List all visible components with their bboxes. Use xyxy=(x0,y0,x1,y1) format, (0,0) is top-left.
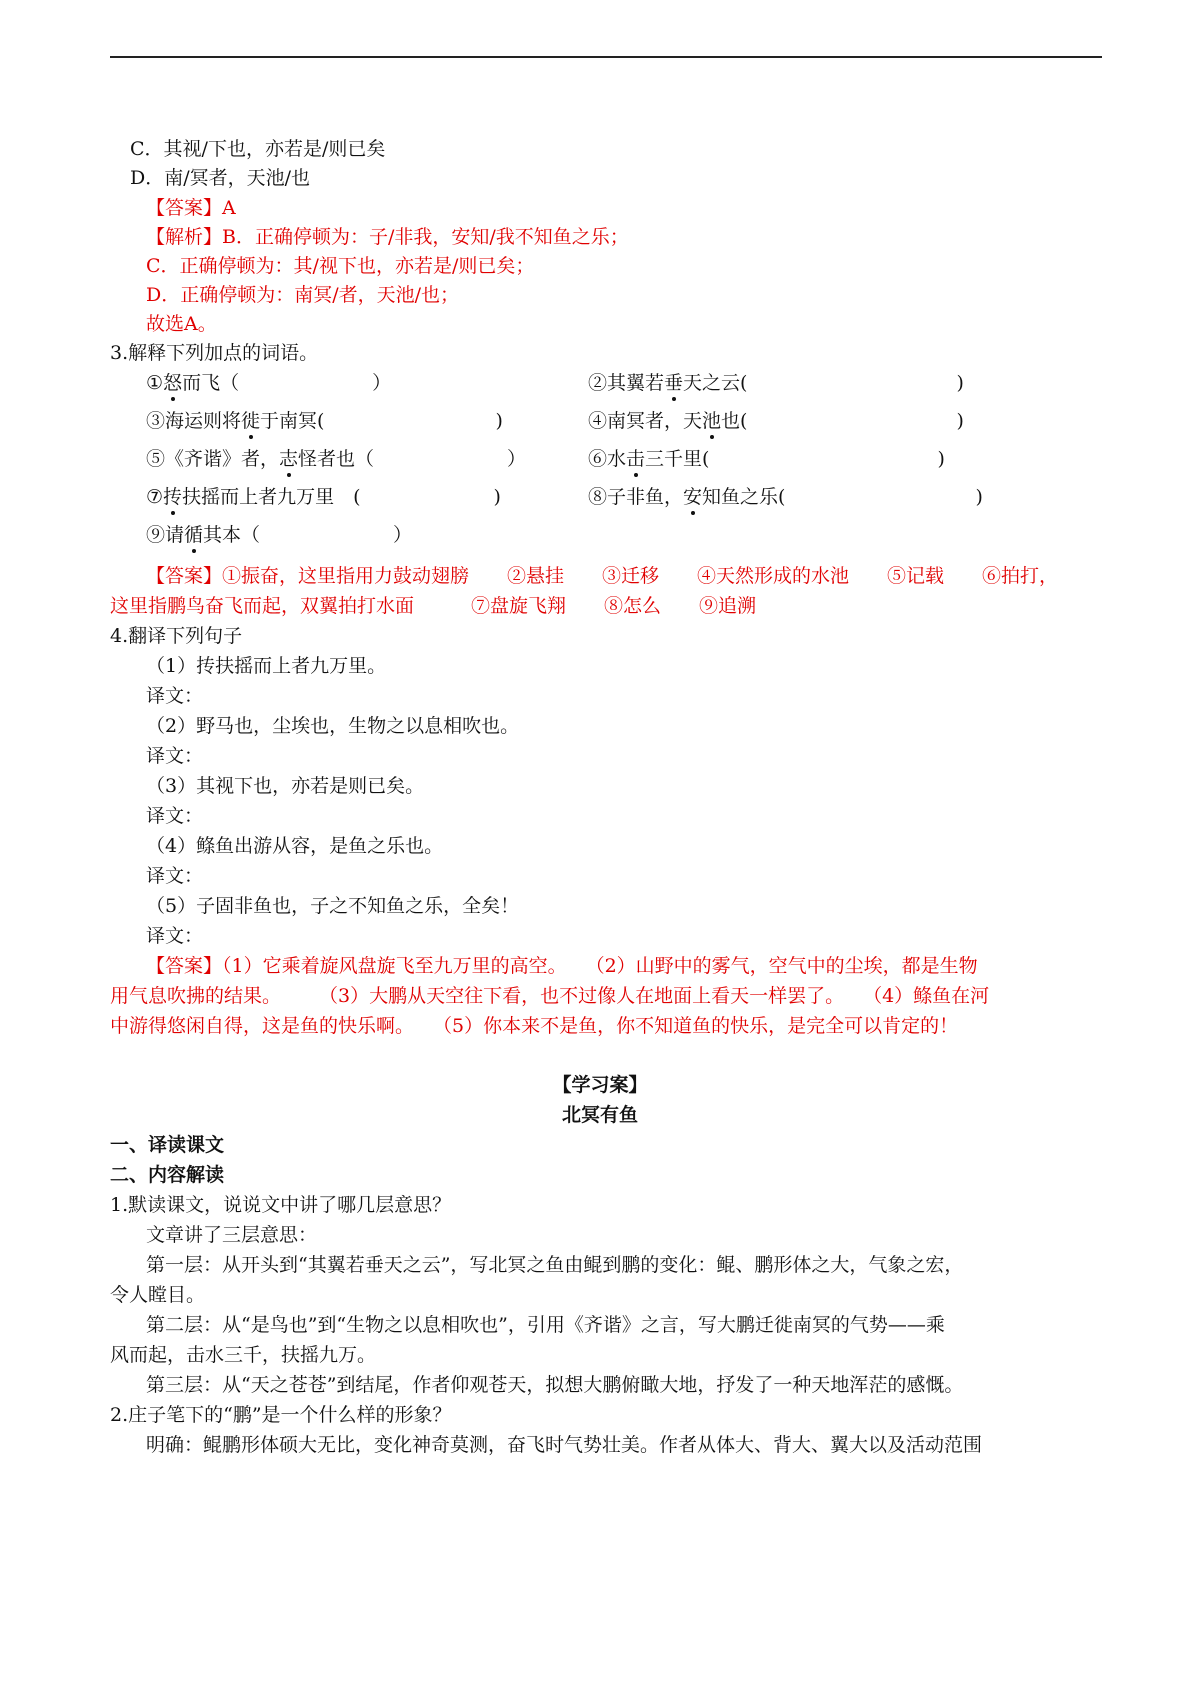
item-text: ④南冥者，天 xyxy=(588,410,703,432)
item-1 xyxy=(146,368,391,398)
item-text: ① xyxy=(146,372,164,394)
item-2 xyxy=(588,368,964,398)
question-1: 1.默读课文，说说文中讲了哪几层意思？ xyxy=(110,1194,452,1216)
item-3 xyxy=(146,406,503,436)
translation-label: 译文： xyxy=(146,865,204,887)
answer-3-line-1: 【答案】①振奋，这里指用力鼓动翅膀 ②悬挂 ③迁移 ④天然形成的水池 ⑤记载 ⑥拍打， xyxy=(146,565,1059,587)
sentence-2: （2）野马也，尘埃也，生物之以息相吹也。 xyxy=(146,715,520,737)
paragraph-2-line-2: 风而起，击水三千，扶摇九万。 xyxy=(110,1344,377,1366)
item-text: 也( xyxy=(721,410,748,432)
explanation-line-2: C．正确停顿为：其/视下也，亦若是/则已矣； xyxy=(146,255,535,277)
sentence-4: （4）鲦鱼出游从容，是鱼之乐也。 xyxy=(146,835,444,857)
item-4 xyxy=(588,406,964,436)
answer-blank: ) xyxy=(747,410,964,432)
answer-blank: ( ) xyxy=(334,486,501,508)
dotted-word: 池 xyxy=(702,406,721,436)
option-c: C．其视/下也，亦若是/则已矣 xyxy=(130,138,386,160)
paragraph-1-line-1: 第一层：从开头到“其翼若垂天之云”，写北冥之鱼由鲲到鹏的变化：鲲、鹏形体之大，气象之宏， xyxy=(146,1254,964,1276)
dotted-word: 垂 xyxy=(664,368,683,398)
item-text: 知鱼之乐( xyxy=(702,486,786,508)
answer-4-line-2: 用气息吹拂的结果。 （3）大鹏从天空往下看，也不过像人在地面上看天一样罢了。 （4）鲦鱼在河 xyxy=(110,985,990,1007)
answer-blank: ) xyxy=(747,372,964,394)
answer-4-line-3: 中游得悠闲自得，这是鱼的快乐啊。 （5）你本来不是鱼，你不知道鱼的快乐，是完全可以肯定的！ xyxy=(110,1015,959,1037)
item-6 xyxy=(588,444,945,474)
item-text: 怪者也（ xyxy=(298,448,375,470)
dotted-word: 怒 xyxy=(163,368,182,398)
option-d: D．南/冥者，天池/也 xyxy=(130,167,311,189)
paragraph-1-line-2: 令人瞠目。 xyxy=(110,1284,206,1306)
item-7 xyxy=(146,482,501,512)
question-3: 3.解释下列加点的词语。 xyxy=(110,342,319,364)
item-text: ⑧子非鱼， xyxy=(588,486,684,508)
dotted-word: 安 xyxy=(683,482,702,512)
translation-label: 译文： xyxy=(146,745,204,767)
item-text: 其本 xyxy=(203,524,242,546)
item-text: ②其翼若 xyxy=(588,372,665,394)
lesson-title: 北冥有鱼 xyxy=(561,1104,638,1126)
dotted-word: 徙 xyxy=(241,406,260,436)
paragraph-intro: 文章讲了三层意思： xyxy=(146,1224,318,1246)
header-rule xyxy=(110,56,1102,58)
answer-blank: （ ） xyxy=(220,372,392,394)
item-text: ⑤《齐谐》者， xyxy=(146,448,280,470)
explanation-line-3: D．正确停顿为：南冥/者，天池/也； xyxy=(146,284,460,306)
item-text: ⑥水 xyxy=(588,448,627,470)
answer-1: 【答案】A xyxy=(146,197,236,219)
item-text: ③海运则将 xyxy=(146,410,242,432)
item-text: ⑨请 xyxy=(146,524,185,546)
sentence-3: （3）其视下也，亦若是则已矣。 xyxy=(146,775,425,797)
item-text: 于南冥( xyxy=(260,410,325,432)
answer-3-line-2: 这里指鹏鸟奋飞而起，双翼拍打水面 ⑦盘旋飞翔 ⑧怎么 ⑨追溯 xyxy=(110,595,757,617)
dotted-word: 击 xyxy=(626,444,645,474)
dotted-word: 志 xyxy=(279,444,298,474)
answer-blank: ) xyxy=(785,486,983,508)
item-text: 而飞 xyxy=(182,372,221,394)
item-9 xyxy=(146,520,412,550)
sentence-1: （1）抟扶摇而上者九万里。 xyxy=(146,655,387,677)
question-4: 4.翻译下列句子 xyxy=(110,625,243,647)
dotted-word: 抟 xyxy=(163,482,182,512)
translation-label: 译文： xyxy=(146,805,204,827)
question-2: 2.庄子笔下的“鹏”是一个什么样的形象？ xyxy=(110,1404,452,1426)
item-text: 扶摇而上者九万里 xyxy=(182,486,335,508)
section-1-title: 一、译读课文 xyxy=(110,1134,225,1156)
item-text: 三千里( xyxy=(645,448,710,470)
answer-blank: （ ） xyxy=(241,524,413,546)
item-text: 天之云( xyxy=(683,372,748,394)
answer-blank: ） xyxy=(374,448,527,470)
translation-label: 译文： xyxy=(146,925,204,947)
explanation-line-1: 【解析】B．正确停顿为：子/非我，安知/我不知鱼之乐； xyxy=(146,226,629,248)
answer-blank: ) xyxy=(324,410,503,432)
paragraph-3: 第三层：从“天之苍苍”到结尾，作者仰观苍天，拟想大鹏俯瞰大地，抒发了一种天地浑茫的感慨。 xyxy=(146,1374,964,1396)
answer-blank: ) xyxy=(709,448,945,470)
sentence-5: （5）子固非鱼也，子之不知鱼之乐，全矣！ xyxy=(146,895,520,917)
dotted-word: 循 xyxy=(184,520,203,550)
paragraph-2-line-1: 第二层：从“是鸟也”到“生物之以息相吹也”，引用《齐谐》之言，写大鹏迁徙南冥的气势——乘 xyxy=(146,1314,945,1336)
answer-4-line-1: 【答案】（1）它乘着旋风盘旋飞至九万里的高空。 （2）山野中的雾气，空气中的尘埃，都是生物 xyxy=(146,955,978,977)
answer-paragraph: 明确：鲲鹏形体硕大无比，变化神奇莫测，奋飞时气势壮美。作者从体大、背大、翼大以及活动范围 xyxy=(146,1434,983,1456)
section-2-title: 二、内容解读 xyxy=(110,1164,225,1186)
section-heading: 【学习案】 xyxy=(552,1074,648,1096)
item-8 xyxy=(588,482,983,512)
translation-label: 译文： xyxy=(146,685,204,707)
item-5 xyxy=(146,444,526,474)
item-text: ⑦ xyxy=(146,486,164,508)
explanation-line-4: 故选A。 xyxy=(146,313,217,335)
